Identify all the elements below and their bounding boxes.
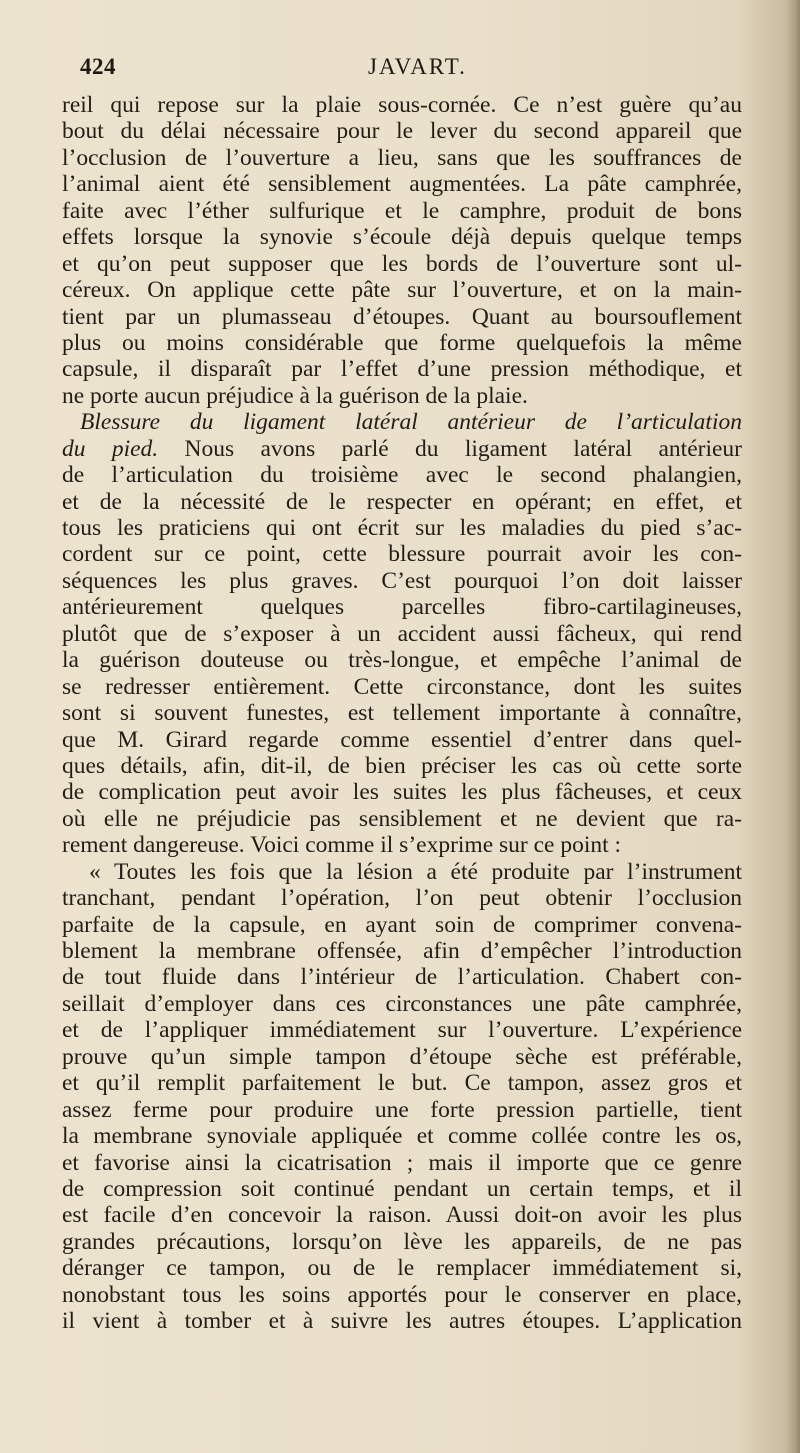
line-text: faite avec l’éther sulfurique et le camphre, produit de bons: [62, 197, 742, 224]
text-line: [62, 885, 742, 911]
text-line: [62, 304, 742, 330]
running-head: JAVART.: [368, 54, 467, 79]
text-line: [62, 806, 742, 832]
text-line: [62, 964, 742, 990]
line-text: assez ferme pour produire une forte pression partielle, tient: [62, 1096, 742, 1123]
body-text: [62, 92, 742, 1335]
line-text: céreux. On applique cette pâte sur l’ouverture, et on la main-: [62, 277, 742, 304]
text-line: [62, 779, 742, 805]
text-line: [62, 356, 742, 382]
line-text: effets lorsque la synovie s’écoule déjà depuis quelque temps: [62, 224, 742, 251]
text-line: [62, 171, 742, 197]
text-line: [62, 462, 742, 488]
line-text: « Toutes les fois que la lésion a été produite par l’instrument: [89, 858, 742, 885]
line-text: où elle ne préjudicie pas sensiblement et ne devient que ra-: [62, 805, 742, 832]
text-line: [62, 1097, 742, 1123]
text-line: [62, 753, 742, 779]
page-number: 424: [80, 54, 116, 79]
text-line: [62, 330, 742, 356]
text-line: [62, 118, 742, 144]
line-text: grandes précautions, lorsqu’on lève les appareils, de ne pas: [62, 1228, 742, 1255]
text-line: [62, 277, 742, 303]
page-header: [80, 54, 740, 86]
line-text: que M. Girard regarde comme essentiel d’entrer dans quel-: [62, 726, 742, 753]
line-text: antérieurement quelques parcelles fibro-cartilagineuses,: [62, 594, 742, 621]
text-line: [62, 912, 742, 938]
italic-heading: du pied.: [62, 435, 159, 462]
line-text: tous les praticiens qui ont écrit sur les maladies du pied s’ac-: [62, 515, 742, 541]
line-text: plutôt que de s’exposer à un accident aussi fâcheux, qui rend: [62, 620, 742, 647]
line-text: de compression soit continué pendant un certain temps, et il: [62, 1175, 742, 1202]
line-text: l’animal aient été sensiblement augmentées. La pâte camphrée,: [62, 171, 742, 198]
text-line: [62, 251, 742, 277]
line-text: ne porte aucun préjudice à la guérison de la plaie.: [62, 382, 528, 409]
text-line: [62, 700, 742, 726]
line-text: la guérison douteuse ou très-longue, et empêche l’animal de: [62, 647, 742, 674]
line-text: seillait d’employer dans ces circonstances une pâte camphrée,: [62, 990, 742, 1017]
line-text: tranchant, pendant l’opération, l’on peut obtenir l’occlusion: [62, 885, 742, 912]
line-text: reil qui repose sur la plaie sous-cornée. Ce n’est guère qu’au: [62, 92, 742, 118]
line-text: il vient à tomber et à suivre les autres étoupes. L’application: [62, 1308, 742, 1335]
text-line: [62, 1229, 742, 1255]
text-line: [62, 409, 742, 435]
line-text: et favorise ainsi la cicatrisation ; mais il importe que ce genre: [62, 1149, 742, 1176]
line-text: bout du délai nécessaire pour le lever du second appareil que: [62, 118, 742, 145]
line-text: sont si souvent funestes, est tellement importante à connaître,: [62, 700, 742, 727]
text-line: [62, 1282, 742, 1308]
text-line: [62, 92, 742, 118]
line-text: la membrane synoviale appliquée et comme collée contre les os,: [62, 1123, 742, 1150]
text-line: [62, 859, 742, 885]
text-line: [62, 1150, 742, 1176]
text-line: [62, 145, 742, 171]
text-line: [62, 568, 742, 594]
line-text: de complication peut avoir les suites les plus fâcheuses, et ceux: [62, 779, 742, 806]
line-text: rement dangereuse. Voici comme il s’exprime sur ce point :: [62, 832, 622, 859]
text-line: [62, 1044, 742, 1070]
line-text: ques détails, afin, dit-il, de bien préciser les cas où cette sorte: [62, 752, 742, 779]
text-line: [62, 1202, 742, 1228]
line-text: plus ou moins considérable que forme quelquefois la même: [62, 329, 742, 356]
text-line: [62, 489, 742, 515]
text-line: [62, 383, 742, 409]
line-text: prouve qu’un simple tampon d’étoupe sèche est préférable,: [62, 1043, 742, 1070]
text-line: [62, 515, 742, 541]
line-text: capsule, il disparaît par l’effet d’une pression méthodique, et: [62, 356, 742, 383]
text-line: [62, 436, 742, 462]
text-line: [62, 1176, 742, 1202]
line-text: et qu’il remplit parfaitement le but. Ce tampon, assez gros et: [62, 1070, 742, 1097]
text-line: [62, 1017, 742, 1043]
text-line: [62, 727, 742, 753]
line-text: nonobstant tous les soins apportés pour le conserver en place,: [62, 1281, 742, 1308]
text-line: [62, 938, 742, 964]
line-text: cordent sur ce point, cette blessure pourrait avoir les con-: [62, 541, 742, 568]
line-text: et de l’appliquer immédiatement sur l’ouverture. L’expérience: [62, 1017, 742, 1044]
line-text: Nous avons parlé du ligament latéral antérieur: [158, 435, 742, 462]
line-text: de l’articulation du troisième avec le second phalangien,: [62, 462, 742, 489]
page-edge-shadow: [786, 0, 800, 1453]
text-line: [62, 1123, 742, 1149]
line-text: est facile d’en concevoir la raison. Aussi doit-on avoir les plus: [62, 1202, 742, 1229]
text-line: [62, 198, 742, 224]
text-line: [62, 1308, 742, 1334]
text-line: [62, 621, 742, 647]
line-text: et de la nécessité de le respecter en opérant; en effet, et: [62, 488, 742, 515]
text-line: [62, 224, 742, 250]
line-text: tient par un plumasseau d’étoupes. Quant au boursouflement: [62, 303, 742, 330]
line-text: de tout fluide dans l’intérieur de l’articulation. Chabert con-: [62, 964, 742, 991]
line-text: déranger ce tampon, ou de le remplacer immédiatement si,: [62, 1255, 742, 1282]
text-line: [62, 674, 742, 700]
text-line: [62, 594, 742, 620]
text-line: [62, 647, 742, 673]
line-text: l’occlusion de l’ouverture a lieu, sans que les souffrances de: [62, 144, 742, 171]
text-line: [62, 1255, 742, 1281]
line-text: blement la membrane offensée, afin d’empêcher l’introduction: [62, 938, 742, 964]
text-line: [62, 541, 742, 567]
line-text: et qu’on peut supposer que les bords de l’ouverture sont ul-: [62, 250, 742, 277]
line-text: séquences les plus graves. C’est pourquoi l’on doit laisser: [62, 567, 742, 594]
text-line: [62, 991, 742, 1017]
text-line: [62, 1070, 742, 1096]
text-line: [62, 832, 742, 858]
line-text: parfaite de la capsule, en ayant soin de comprimer convena-: [62, 911, 742, 938]
line-text: se redresser entièrement. Cette circonstance, dont les suites: [62, 673, 742, 700]
italic-heading: Blessure du ligament latéral antérieur de l’articulation: [80, 409, 742, 436]
